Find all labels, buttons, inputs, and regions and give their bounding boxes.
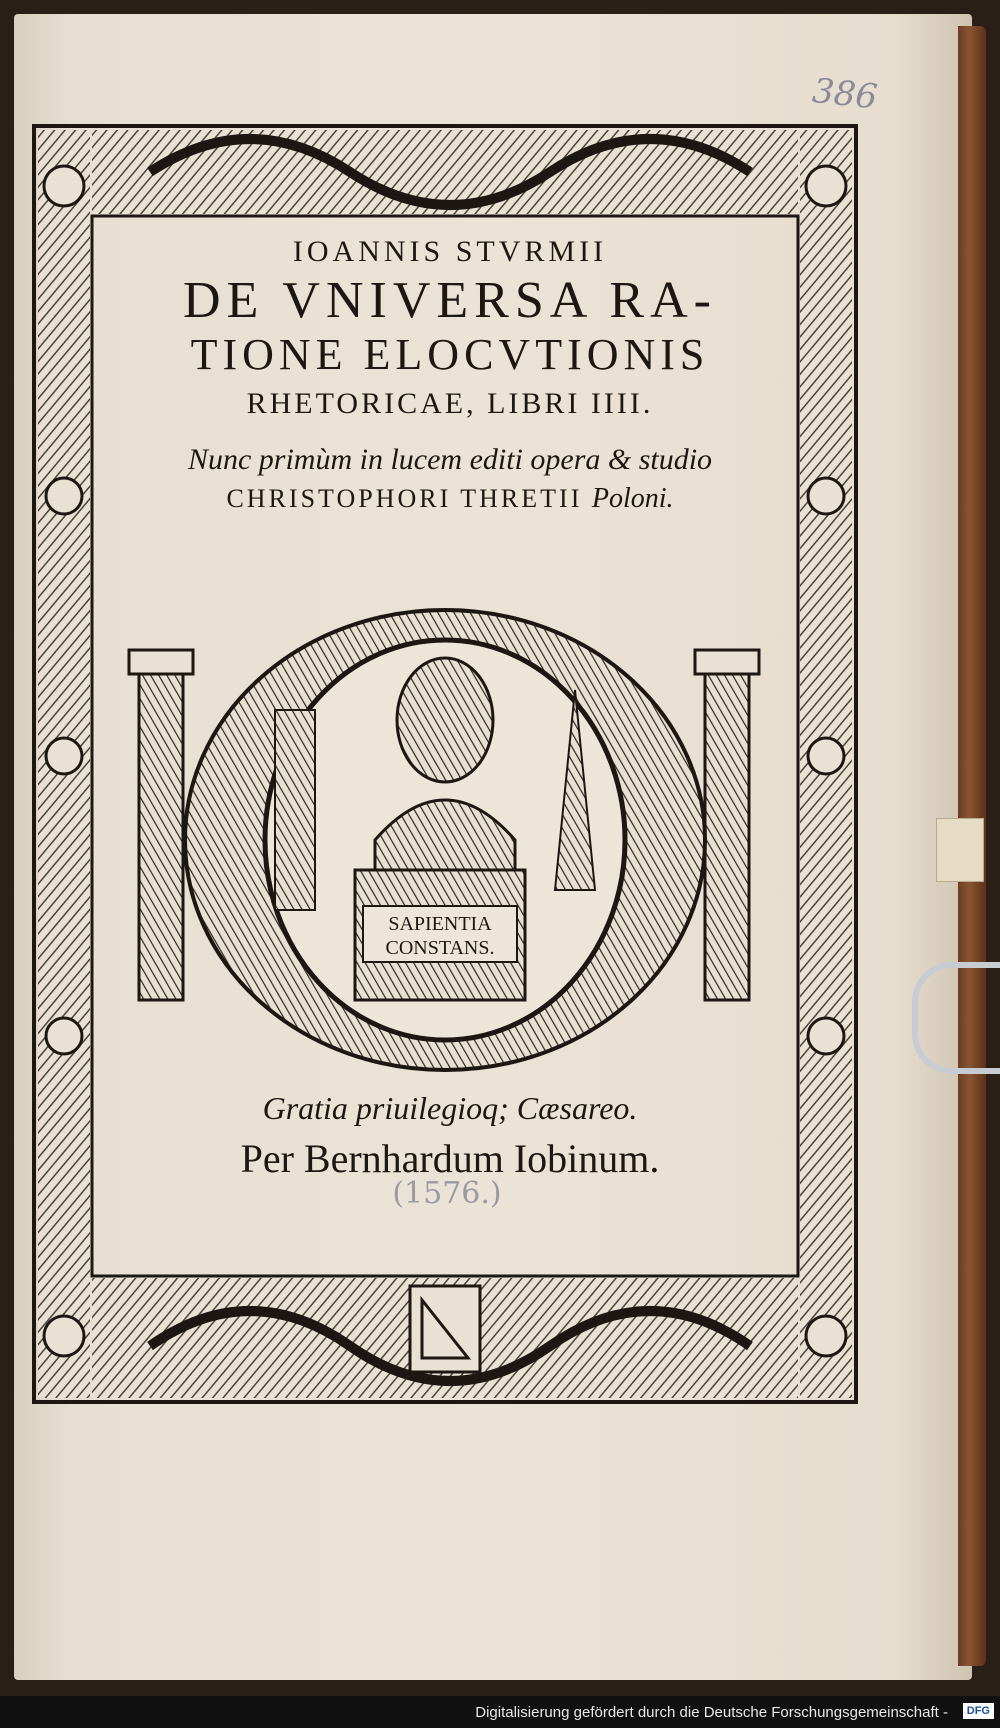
title-block <box>120 235 780 515</box>
digitization-footer <box>0 1696 1000 1728</box>
date-pencil-annotation: (1576.) <box>392 1176 502 1211</box>
printer-device-emblem <box>125 590 765 1090</box>
printer-line: Per Bernhardum Iobinum. <box>240 1136 660 1181</box>
paper-tab <box>936 818 984 882</box>
editor-line <box>120 483 780 515</box>
dfg-logo: DFG <box>963 1703 994 1719</box>
footer-credit: Digitalisierung gefördert durch die Deutsche Forschungsgemeinschaft - <box>475 1704 948 1721</box>
editor-suffix: Poloni. <box>591 483 674 514</box>
emblem-motto-1: SAPIENTIA <box>388 913 492 935</box>
title-line-3: RHETORICAE, LIBRI IIII. <box>246 387 654 420</box>
author-line: IOANNIS STVRMII <box>292 235 608 268</box>
emblem-motto-2: CONSTANS. <box>385 937 495 959</box>
privilege-line: Gratia priuilegioq; Cæsareo. <box>262 1090 638 1126</box>
page-clip <box>912 962 1000 1074</box>
title-line-2: TIONE ELOCVTIONIS <box>190 330 710 379</box>
edition-note: Nunc primùm in lucem editi opera & studio <box>187 443 713 476</box>
imprint-block <box>140 1090 760 1182</box>
shelfmark-annotation: 386 <box>810 70 880 118</box>
title-line-1: DE VNIVERSA RA- <box>183 272 717 329</box>
editor-name: CHRISTOPHORI THRETII <box>226 484 583 513</box>
